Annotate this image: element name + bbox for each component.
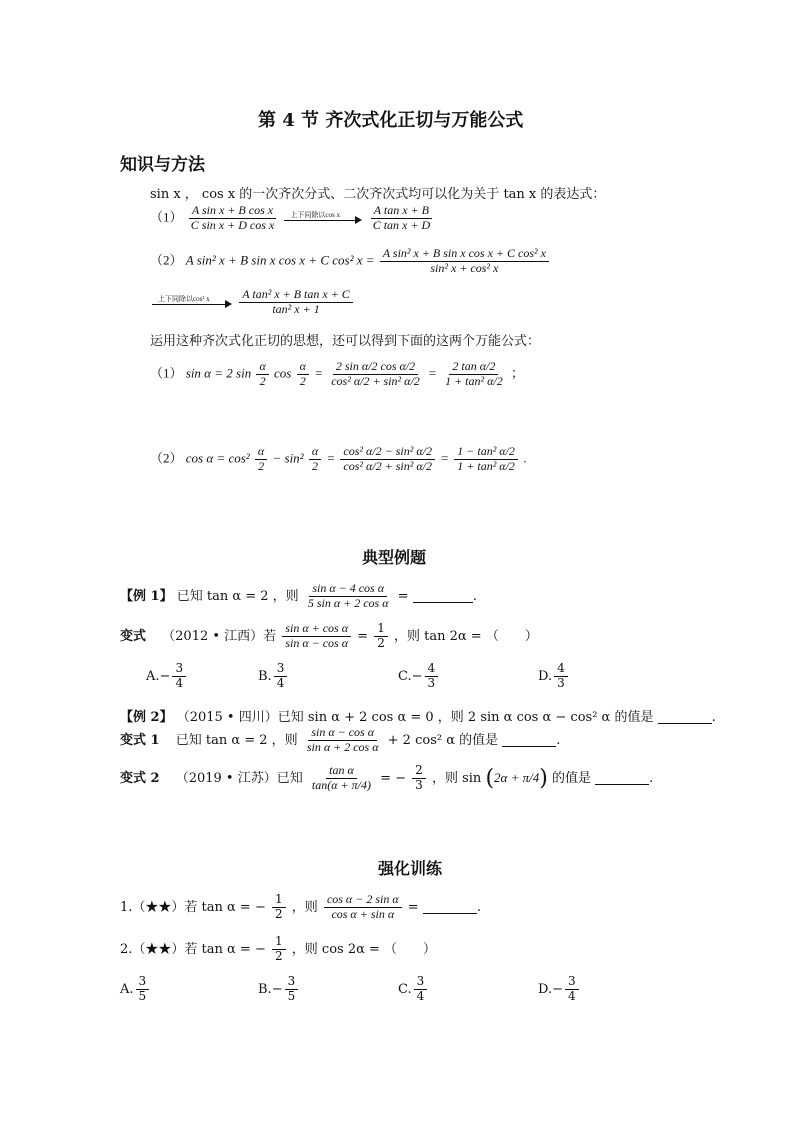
formula-1-result-numerator: A tan x + B bbox=[371, 204, 432, 219]
section-heading-knowledge: 知识与方法 bbox=[120, 155, 205, 175]
period: . bbox=[649, 770, 654, 786]
variant-denominator: sin α − cos α bbox=[285, 635, 349, 650]
variant-2-source: （2019 • 江苏）已知 bbox=[175, 770, 303, 786]
example-1-text: 已知 tan α = 2 ，则 bbox=[176, 588, 299, 604]
universal-2-numerator-1: cos² α/2 − sin² α/2 bbox=[340, 445, 435, 460]
variant-2-label: 变式 2 bbox=[120, 770, 160, 786]
variant-2: 变式 2 （2019 • 江苏）已知 $\frac{\text{tan α}}{\tan(\alpha + \pi/4)}$ = − $\frac{2}{3}$ ，则 sin (2α + π/4) 的值是 . bbox=[120, 763, 654, 792]
universal-1-fraction-1 bbox=[328, 360, 423, 389]
answer-blank[interactable] bbox=[658, 711, 712, 724]
example-1-equals: = bbox=[397, 588, 409, 604]
half-angle-fraction bbox=[297, 360, 309, 389]
option-letter: C. bbox=[398, 981, 412, 997]
formula-1-result-denominator: C tan x + D bbox=[372, 217, 431, 232]
variant-2-result-numerator: 2 bbox=[412, 764, 426, 779]
option-letter: B. bbox=[258, 668, 272, 684]
variant-2-argument: 2α + π/4 bbox=[494, 769, 540, 785]
variant-source: （2012 • 江西）若 bbox=[162, 628, 277, 644]
question-2-given-fraction bbox=[272, 935, 286, 964]
formula-2-index: （2） bbox=[150, 252, 183, 268]
example-2-text: （2015 • 四川）已知 sin α + 2 cos α = 0 ，则 2 sin α cos α − cos² α 的值是 bbox=[176, 710, 654, 725]
variant bbox=[120, 622, 538, 651]
example-1-fraction bbox=[305, 582, 392, 611]
option-numerator: 4 bbox=[425, 662, 439, 677]
option-letter: A. bbox=[120, 981, 134, 997]
formula-1 bbox=[150, 204, 435, 233]
question-1-denominator: cos α + sin α bbox=[331, 906, 395, 921]
formula-2-result-denominator: tan² x + 1 bbox=[272, 301, 320, 316]
option-fraction bbox=[554, 662, 568, 691]
universal-1-mid: cos bbox=[274, 365, 292, 381]
universal-1-index: （1） bbox=[150, 365, 183, 381]
option-denominator: 5 bbox=[138, 988, 147, 1003]
formula-2-arrow bbox=[152, 295, 232, 309]
option-denominator: 4 bbox=[175, 675, 184, 690]
variant-result-denominator: 2 bbox=[377, 635, 385, 650]
variant-label: 变式 bbox=[120, 628, 147, 644]
formula-2-result bbox=[239, 288, 353, 317]
universal-1-numerator-2: 2 tan α/2 bbox=[449, 360, 498, 375]
question-1-equals: = bbox=[407, 899, 419, 915]
universal-2-denominator-2: 1 + tan² α/2 bbox=[457, 458, 515, 473]
question-2-stem: 2.（★★）若 tan α = − bbox=[120, 941, 266, 957]
question-2-options bbox=[120, 975, 590, 1009]
formula-1-denominator: C sin x + D cos x bbox=[190, 217, 275, 232]
option-numerator: 3 bbox=[414, 975, 428, 990]
universal-2-fraction-2 bbox=[454, 445, 518, 474]
option-denominator: 5 bbox=[287, 988, 296, 1003]
period: . bbox=[711, 710, 716, 725]
formula-2-lhs: A sin² x + B sin x cos x + C cos² x = bbox=[185, 252, 375, 268]
universal-1-numerator-1: 2 sin α/2 cos α/2 bbox=[333, 360, 418, 375]
half-angle-denominator: 2 bbox=[311, 458, 318, 473]
option-numerator: 3 bbox=[565, 975, 579, 990]
question-1-given-fraction bbox=[272, 893, 286, 922]
universal-1-denominator-2: 1 + tan² α/2 bbox=[445, 373, 503, 388]
universal-2-fraction-1 bbox=[340, 445, 435, 474]
half-angle-denominator: 2 bbox=[258, 458, 265, 473]
transition-text: 运用这种齐次式化正切的思想，还可以得到下面的这两个万能公式： bbox=[150, 334, 541, 349]
variant-result-fraction bbox=[374, 622, 388, 651]
half-angle-numerator: α bbox=[256, 360, 268, 375]
period: . bbox=[472, 588, 477, 604]
universal-2-index: （2） bbox=[150, 450, 183, 466]
universal-formula-2: （2） cos α = cos² $\frac{\alpha}{2}$ − sin² $\frac{\alpha}{2}$ = $\frac{\text{cos² α/2 − sin² α/2}}{\text{cos² α/2 + sin² α/2}}$ = $\frac{\text{1 − tan² α/2}}{\text{1 + tan² α/2}}$ . bbox=[150, 444, 527, 473]
variant-2-fraction bbox=[309, 764, 374, 793]
universal-2-denominator-1: cos² α/2 + sin² α/2 bbox=[343, 458, 432, 473]
option-fraction bbox=[285, 975, 299, 1004]
variant-1 bbox=[120, 726, 560, 755]
half-angle-numerator: α bbox=[297, 360, 309, 375]
period: . bbox=[476, 899, 481, 915]
option-sign: − bbox=[271, 981, 283, 997]
answer-blank[interactable] bbox=[423, 901, 477, 914]
variant-tail: ，则 tan 2α = （ ） bbox=[394, 628, 538, 644]
formula-2-numerator: A sin² x + B sin x cos x + C cos² x bbox=[380, 247, 549, 262]
formula-2-denominator: sin² x + cos² x bbox=[430, 260, 499, 275]
question-1-given-numerator: 1 bbox=[272, 893, 286, 908]
variant-result-numerator: 1 bbox=[374, 622, 388, 637]
section-heading-examples: 典型例题 bbox=[362, 548, 427, 567]
variant-1-fraction bbox=[304, 726, 382, 755]
variant-1-numerator: sin α − cos α bbox=[308, 726, 377, 741]
universal-2-end: . bbox=[523, 450, 527, 466]
question-2 bbox=[120, 935, 436, 964]
answer-blank[interactable] bbox=[502, 734, 556, 747]
option-denominator: 3 bbox=[557, 675, 565, 690]
option-sign: − bbox=[411, 668, 423, 684]
option-numerator: 3 bbox=[285, 975, 299, 990]
option-letter: B. bbox=[258, 981, 272, 997]
formula-2-result-numerator: A tan² x + B tan x + C bbox=[239, 288, 353, 303]
universal-1-lhs: sin α = 2 sin bbox=[185, 365, 252, 381]
question-1-mid: ，则 bbox=[291, 899, 318, 915]
variant-2-tail: ，则 sin bbox=[431, 770, 482, 786]
universal-2-numerator-2: 1 − tan² α/2 bbox=[454, 445, 518, 460]
formula-1-fraction bbox=[188, 204, 277, 233]
formula-1-numerator: A sin x + B cos x bbox=[189, 204, 276, 219]
half-angle-fraction bbox=[309, 445, 321, 474]
half-angle-denominator: 2 bbox=[259, 373, 266, 388]
option-denominator: 3 bbox=[427, 675, 436, 690]
variant-option-d[interactable] bbox=[538, 662, 570, 691]
variant-2-numerator: tan α bbox=[326, 764, 357, 779]
option-letter: D. bbox=[538, 981, 553, 997]
question-1-given-denominator: 2 bbox=[275, 906, 283, 921]
variant-option-a[interactable] bbox=[146, 662, 188, 691]
section-heading-training: 强化训练 bbox=[378, 859, 443, 878]
variant-2-result-denominator: 3 bbox=[415, 777, 423, 792]
half-angle-numerator: α bbox=[255, 445, 267, 460]
variant-2-equals: = − bbox=[380, 770, 407, 786]
variant-option-c[interactable] bbox=[398, 662, 440, 691]
option-numerator: 3 bbox=[172, 662, 186, 677]
option-fraction bbox=[172, 662, 186, 691]
example-1 bbox=[120, 582, 477, 611]
variant-options bbox=[146, 662, 586, 696]
question-1-fraction bbox=[324, 893, 402, 922]
option-fraction bbox=[274, 662, 288, 691]
variant-1-denominator: sin α + 2 cos α bbox=[306, 739, 379, 754]
formula-2-fraction bbox=[380, 247, 549, 276]
question-2-option-d[interactable] bbox=[538, 975, 581, 1004]
variant-fraction bbox=[282, 622, 351, 651]
option-letter: A. bbox=[146, 668, 160, 684]
option-fraction bbox=[136, 975, 150, 1004]
option-fraction bbox=[414, 975, 428, 1004]
universal-1-denominator-1: cos² α/2 + sin² α/2 bbox=[331, 373, 420, 388]
option-denominator: 4 bbox=[276, 675, 285, 690]
half-angle-fraction bbox=[256, 360, 268, 389]
universal-2-lhs: cos α = cos² bbox=[185, 450, 250, 466]
formula-1-arrow-label: 上下同除以cos x bbox=[290, 211, 341, 220]
question-2-given-denominator: 2 bbox=[275, 948, 283, 963]
question-2-given-numerator: 1 bbox=[272, 935, 286, 950]
intro-text: sin x ， cos x 的一次齐次分式、二次齐次式均可以化为关于 tan x 的表达式： bbox=[150, 187, 606, 202]
question-2-option-c[interactable] bbox=[398, 975, 429, 1004]
option-sign: − bbox=[552, 981, 563, 997]
option-denominator: 4 bbox=[416, 988, 425, 1003]
question-2-option-b[interactable] bbox=[258, 975, 300, 1004]
option-letter: C. bbox=[398, 668, 412, 684]
example-1-numerator: sin α − 4 cos α bbox=[309, 582, 387, 597]
option-fraction bbox=[425, 662, 439, 691]
example-2 bbox=[120, 706, 716, 725]
variant-2-result-fraction bbox=[412, 764, 426, 793]
option-denominator: 4 bbox=[568, 988, 576, 1003]
option-letter: D. bbox=[538, 668, 553, 684]
half-angle-fraction bbox=[255, 445, 267, 474]
question-2-tail: ，则 cos 2α = （ ） bbox=[291, 941, 437, 957]
period: . bbox=[556, 732, 561, 748]
question-1 bbox=[120, 893, 481, 922]
variant-2-denominator: tan(α + π/4) bbox=[311, 777, 371, 792]
question-1-stem: 1.（★★）若 tan α = − bbox=[120, 899, 266, 915]
formula-2 bbox=[150, 247, 551, 276]
variant-1-label: 变式 1 bbox=[120, 732, 160, 748]
universal-formula-1: （1） sin α = 2 sin $\frac{\alpha}{2}$ cos $\frac{\alpha}{2}$ = $\frac{\text{2 sin α/2 cos α/2}}{\text{cos² α/2 + sin² α/2}}$ = $\frac{\text{2 tan α/2}}{\text{1 + tan² α/2}}$ ； bbox=[150, 359, 524, 388]
question-1-numerator: cos α − 2 sin α bbox=[324, 893, 402, 908]
answer-blank[interactable] bbox=[413, 590, 473, 603]
example-1-label: 【例 1】 bbox=[120, 588, 173, 604]
variant-equals: = bbox=[357, 628, 369, 644]
option-sign: − bbox=[159, 668, 171, 684]
example-2-label: 【例 2】 bbox=[120, 710, 173, 725]
example-1-denominator: 5 sin α + 2 cos α bbox=[307, 595, 389, 610]
question-2-option-a[interactable] bbox=[120, 975, 151, 1004]
option-numerator: 3 bbox=[274, 662, 288, 677]
formula-1-index: （1） bbox=[150, 209, 183, 225]
option-numerator: 3 bbox=[136, 975, 150, 990]
formula-2-continued bbox=[150, 288, 355, 317]
formula-1-arrow bbox=[284, 211, 362, 225]
option-numerator: 4 bbox=[554, 662, 568, 677]
half-angle-denominator: 2 bbox=[299, 373, 306, 388]
page-title: 第 4 节 齐次式化正切与万能公式 bbox=[258, 110, 524, 131]
universal-1-end: ； bbox=[510, 365, 524, 381]
formula-1-result bbox=[370, 204, 433, 233]
variant-option-b[interactable] bbox=[258, 662, 289, 691]
universal-1-fraction-2 bbox=[442, 360, 506, 389]
universal-2-mid: − sin² bbox=[272, 450, 304, 466]
answer-blank[interactable] bbox=[595, 772, 649, 785]
half-angle-numerator: α bbox=[309, 445, 321, 460]
variant-1-tail: + 2 cos² α 的值是 bbox=[387, 732, 499, 748]
formula-2-arrow-label: 上下同除以cos² x bbox=[158, 295, 210, 304]
variant-1-text: 已知 tan α = 2 ，则 bbox=[175, 732, 298, 748]
variant-numerator: sin α + cos α bbox=[282, 622, 351, 637]
option-fraction bbox=[565, 975, 579, 1004]
variant-2-end: 的值是 bbox=[552, 770, 592, 786]
